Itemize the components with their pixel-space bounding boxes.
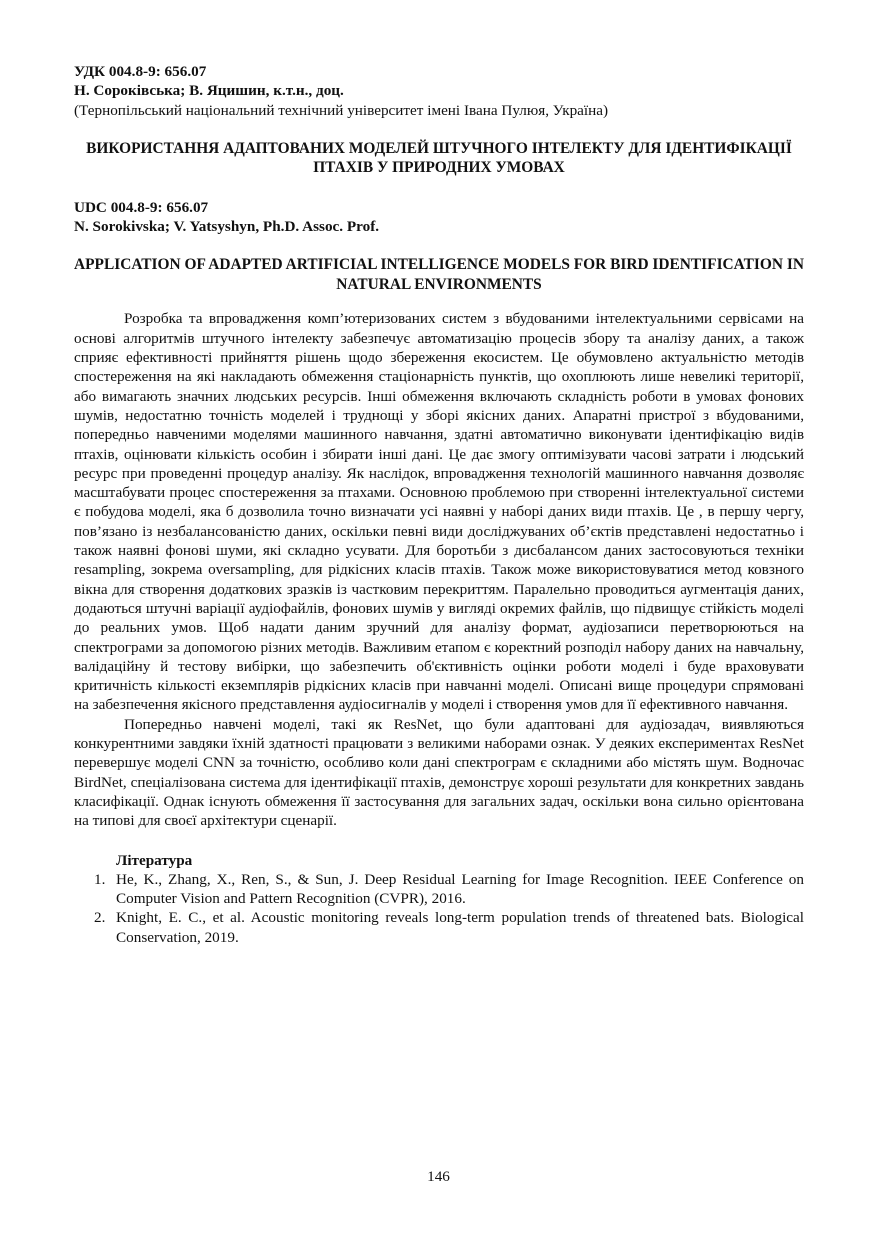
authors-en: N. Sorokivska; V. Yatsyshyn, Ph.D. Assoc. Prof. [74, 218, 380, 236]
body-text [74, 309, 804, 830]
title-ua: ВИКОРИСТАННЯ АДАПТОВАНИХ МОДЕЛЕЙ ШТУЧНОГО ІНТЕЛЕКТУ ДЛЯ ІДЕНТИФІКАЦІЇ ПТАХІВ У ПРИРОДНИХ УМОВАХ [86, 139, 792, 177]
authors-ua: Н. Сороківська; В. Яцишин, к.т.н., доц. [74, 82, 344, 100]
reference-number: 1. [94, 870, 106, 888]
reference-item [94, 870, 804, 909]
udc-en: UDC 004.8-9: 656.07 [74, 198, 209, 216]
references-heading: Література [116, 851, 193, 869]
reference-text: Knight, E. C., et al. Acoustic monitoring reveals long-term population trends of threatened bats. Biological Conservation, 2019. [116, 909, 804, 946]
udc-ua: УДК 004.8-9: 656.07 [74, 63, 207, 80]
paper-page [74, 62, 804, 947]
page-number: 146 [427, 1168, 450, 1185]
body-paragraph: Попередньо навчені моделі, такі як ResNet, що були адаптовані для аудіозадач, виявляються конкурентними завдяки їхній здатності працювати з великими наборами ознак. У деяких експериментах ResNet перевершує моделі CNN за точністю, особливо коли дані спектрограм є складними або містять шум. Водночас BirdNet, спеціалізована система для ідентифікації птахів, демонструє хороші результати для конкретних завдань класифікації. Однак існують обмеження її застосування для загальних задач, оскільки вона сильно орієнтована на типові для своєї архітектури сценарії. [74, 715, 804, 830]
affiliation-ua: (Тернопільський національний технічний університет імені Івана Пулюя, Україна) [74, 101, 609, 119]
body-paragraph: Розробка та впровадження комп’ютеризованих систем з вбудованими інтелектуальними сервісами на основі алгоритмів штучного інтелекту забезпечує автоматизацію процесів збору та аналізу даних, а також сприяє ефективності прийняття рішень щодо збереження екосистем. Це обумовлено актуальністю методів спостереження на які накладають обмеження стаціонарність пунктів, що охоплюють лише невеликі території, або вимагають значних людських ресурсів. Інші обмеження включають складність роботи в умовах фонових шумів, недостатню точність моделей і труднощі у зборі якісних даних. Апаратні пристрої з вбудованими, попередньо навченими моделями машинного навчання, здатні автоматично виконувати ідентифікацію видів птахів, оцінювати кількість особин і збирати інші дані. Це дає змогу оптимізувати часові затрати і людський ресурс при проведенні процедур аналізу. Як наслідок, впровадження технологій машинного навчання дозволяє масштабувати процес спостереження за птахами. Основною проблемою при створенні інтелектуальної системи є побудова моделі, яка б дозволила точно визначати усі наявні у наборі даних види птахів. Це , в першу чергу, пов’язано із незбалансованістю даних, оскільки певні види досліджуваних об’єктів представлені недостатньо і також наявні фонові шуми, які складно усувати. Для боротьби з дисбалансом даних застосовуються техніки resampling, зокрема oversampling, для рідкісних класів птахів. Також може використовуватися метод ковзного вікна для створення додаткових зразків із частковим перекриттям. Паралельно проводиться аугментація даних, додаються штучні варіації аудіофайлів, фонових шумів у вигляді окремих файлів, що підвищує стійкість моделі до реальних умов. Щоб надати даним зручний для аналізу формат, аудіозаписи перетворюються на спектрограми за допомогою різних методів. Важливим етапом є коректний розподіл набору даних на навчальну, валідаційну й тестову вибірки, що забезпечить об'єктивність оцінки роботи моделі і буде враховувати критичність кількості екземплярів рідкісних класів при навчанні моделі. Описані вище процедури спрямовані на забезпечення якісного представлення аудіосигналів у моделі і створення умов для її ефективного навчання. [74, 310, 804, 714]
reference-number: 2. [94, 909, 106, 927]
references-list [74, 870, 804, 947]
reference-item [94, 908, 804, 947]
reference-text: He, K., Zhang, X., Ren, S., & Sun, J. Deep Residual Learning for Image Recognition. IEEE Conference on Computer Vision and Pattern Recognition (CVPR), 2016. [116, 870, 804, 908]
title-en: APPLICATION OF ADAPTED ARTIFICIAL INTELLIGENCE MODELS FOR BIRD IDENTIFICATION IN NATURAL ENVIRONMENTS [74, 256, 804, 293]
